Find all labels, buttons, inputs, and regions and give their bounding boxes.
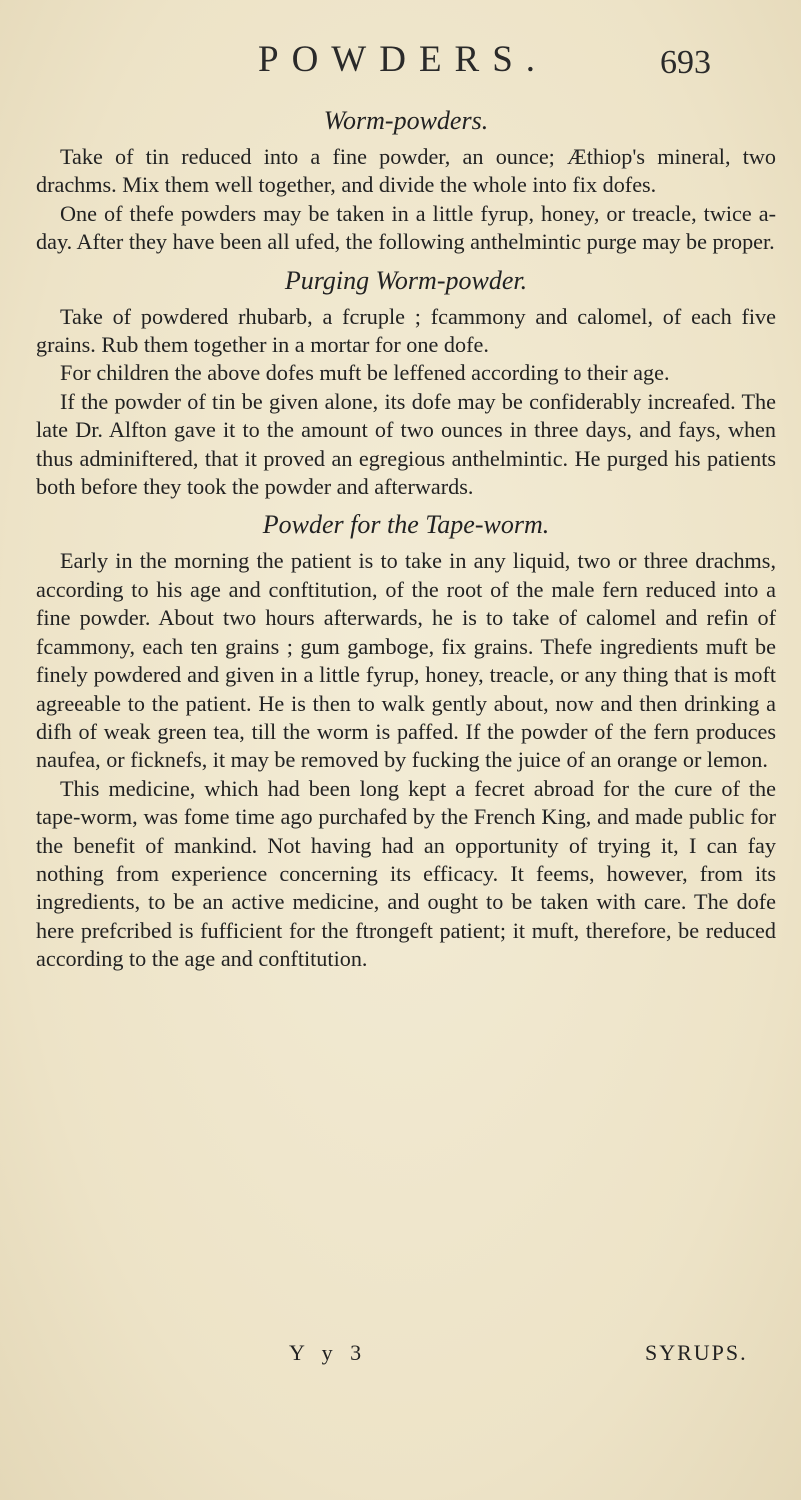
catchword: SYRUPS. <box>645 1340 748 1365</box>
page-footer <box>0 1340 801 1370</box>
paragraph: This medicine, which had been long kept a fecret abroad for the cure of the tape-worm, was fome time ago purchafed by the French King, and made public for the benefit of mankind. Not having had an opportunity of trying it, I can fay nothing from experience concerning its efficacy. It feems, however, from its ingredients, to be an active medicine, and ought to be taken with care. The dofe here prefcribed is fufficient for the ftrongeft patient; it muft, therefore, be reduced according to the age and conftitution. <box>36 775 776 972</box>
page-body <box>36 105 776 974</box>
paragraph: Take of tin reduced into a fine powder, an ounce; Æthiop's mineral, two drachms. Mix them well together, and divide the whole into fix dofes. <box>36 144 776 198</box>
paragraph: For children the above dofes muft be leffened according to their age. <box>60 360 670 386</box>
signature-mark: Y y 3 <box>289 1340 368 1365</box>
paragraph: Take of powdered rhubarb, a fcruple ; fcammony and calomel, of each five grains. Rub them together in a mortar for one dofe. <box>36 303 776 358</box>
page-number: 693 <box>660 44 711 81</box>
paragraph: If the powder of tin be given alone, its dofe may be confiderably increafed. The late Dr. Alfton gave it to the amount of two ounces in three days, and fays, when thus adminiftered, that it proved an egregious anthelmintic. He purged his patients both before they took the powder and afterwards. <box>36 388 776 500</box>
section-heading-worm-powders: Worm-powders. <box>323 106 489 135</box>
section-heading-tape-worm-powder: Powder for the Tape-worm. <box>262 510 550 540</box>
section-heading-purging-worm-powder: Purging Worm-powder. <box>284 265 528 295</box>
running-head: POWDERS. <box>258 39 549 80</box>
paragraph: One of thefe powders may be taken in a little fyrup, honey, or treacle, twice a-day. After they have been all ufed, the following anthelmintic purge may be proper. <box>36 200 776 255</box>
paragraph: Early in the morning the patient is to take in any liquid, two or three drachms, according to his age and conftitution, of the root of the male fern reduced into a fine powder. About two hours afterwards, he is to take of calomel and refin of fcammony, each ten grains ; gum gamboge, fix grains. Thefe ingredients muft be finely powdered and given in a little fyrup, honey, treacle, or any thing that is moft agreeable to the patient. He is then to walk gently about, now and then drinking a difh of weak green tea, till the worm is paffed. If the powder of the fern produces naufea, or ficknefs, it may be removed by fucking the juice of an orange or lemon. <box>36 548 776 773</box>
